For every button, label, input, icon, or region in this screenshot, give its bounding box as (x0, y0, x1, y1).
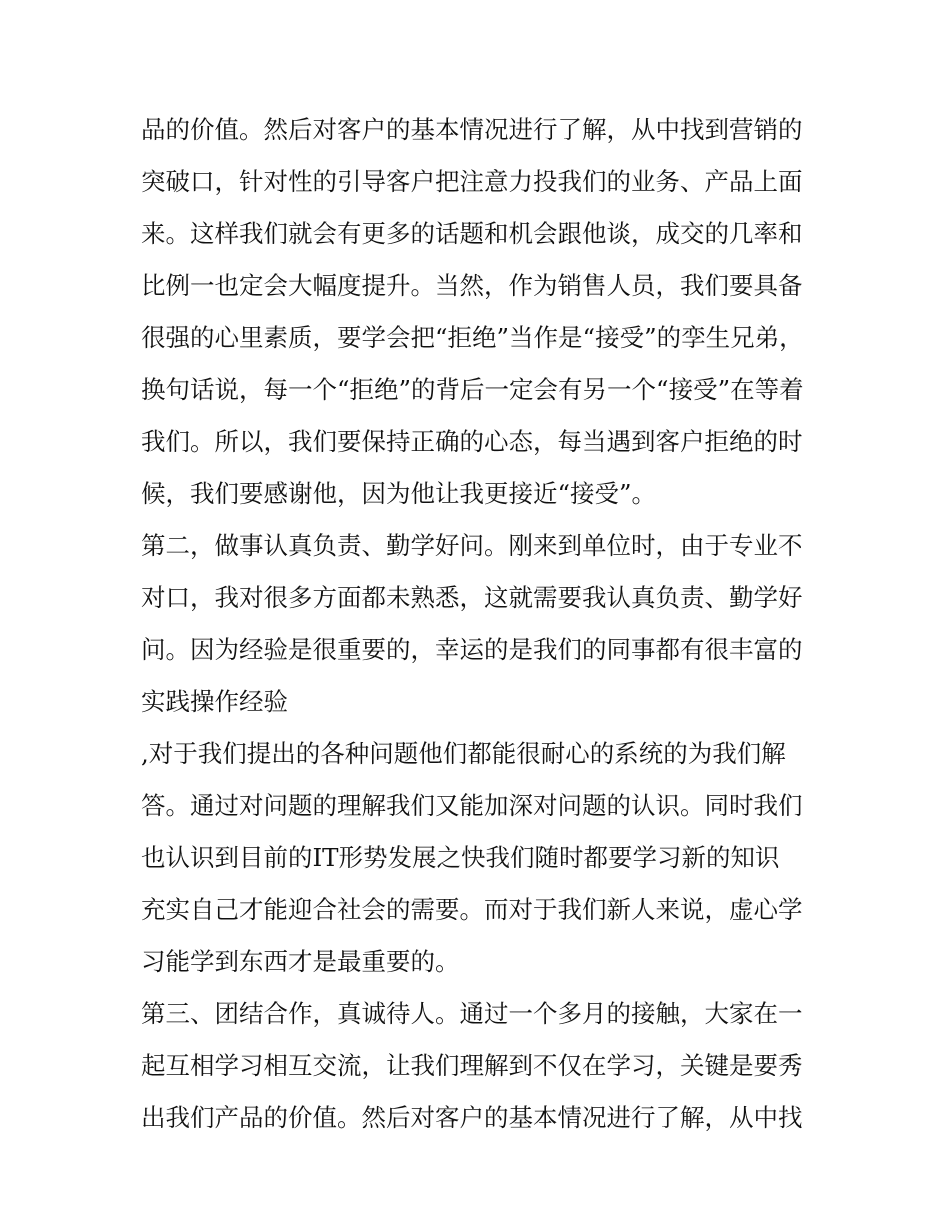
text-line: 我们。所以，我们要保持正确的心态，每当遇到客户拒绝的时 (141, 427, 803, 456)
text-line: 很强的心里素质，要学会把“拒绝”当作是“接受”的孪生兄弟， (141, 323, 804, 352)
text-line: 起互相学习相互交流，让我们理解到不仅在学习，关键是要秀 (141, 1051, 803, 1080)
text-line: 答。通过对问题的理解我们又能加深对问题的认识。同时我们 (141, 791, 803, 820)
paragraph-start-line: 第二，做事认真负责、勤学好问。刚来到单位时，由于专业不 (141, 531, 803, 560)
text-line: 换句话说，每一个“拒绝”的背后一定会有另一个“接受”在等着 (141, 375, 804, 404)
paragraph-start-line: 第三、团结合作，真诚待人。通过一个多月的接触，大家在一 (141, 999, 803, 1028)
text-line: 对口，我对很多方面都未熟悉，这就需要我认真负责、勤学好 (141, 583, 803, 612)
text-line: 出我们产品的价值。然后对客户的基本情况进行了解，从中找 (141, 1103, 803, 1132)
text-line: ,对于我们提出的各种问题他们都能很耐心的系统的为我们解 (141, 739, 786, 768)
text-line: 突破口，针对性的引导客户把注意力投我们的业务、产品上面 (141, 167, 803, 196)
text-line: 实践操作经验 (141, 687, 288, 716)
text-line: 充实自己才能迎合社会的需要。而对于我们新人来说，虚心学 (141, 895, 803, 924)
text-line: 习能学到东西才是最重要的。 (141, 947, 460, 976)
text-line: 品的价值。然后对客户的基本情况进行了解，从中找到营销的 (141, 115, 803, 144)
text-line: 比例一也定会大幅度提升。当然，作为销售人员，我们要具备 (141, 271, 803, 300)
document-body (141, 104, 821, 1144)
text-line: 来。这样我们就会有更多的话题和机会跟他谈，成交的几率和 (141, 219, 803, 248)
text-line: 也认识到目前的IT形势发展之快我们随时都要学习新的知识 (141, 843, 780, 872)
text-line: 候，我们要感谢他，因为他让我更接近“接受”。 (141, 479, 657, 508)
text-line: 问。因为经验是很重要的，幸运的是我们的同事都有很丰富的 (141, 635, 803, 664)
